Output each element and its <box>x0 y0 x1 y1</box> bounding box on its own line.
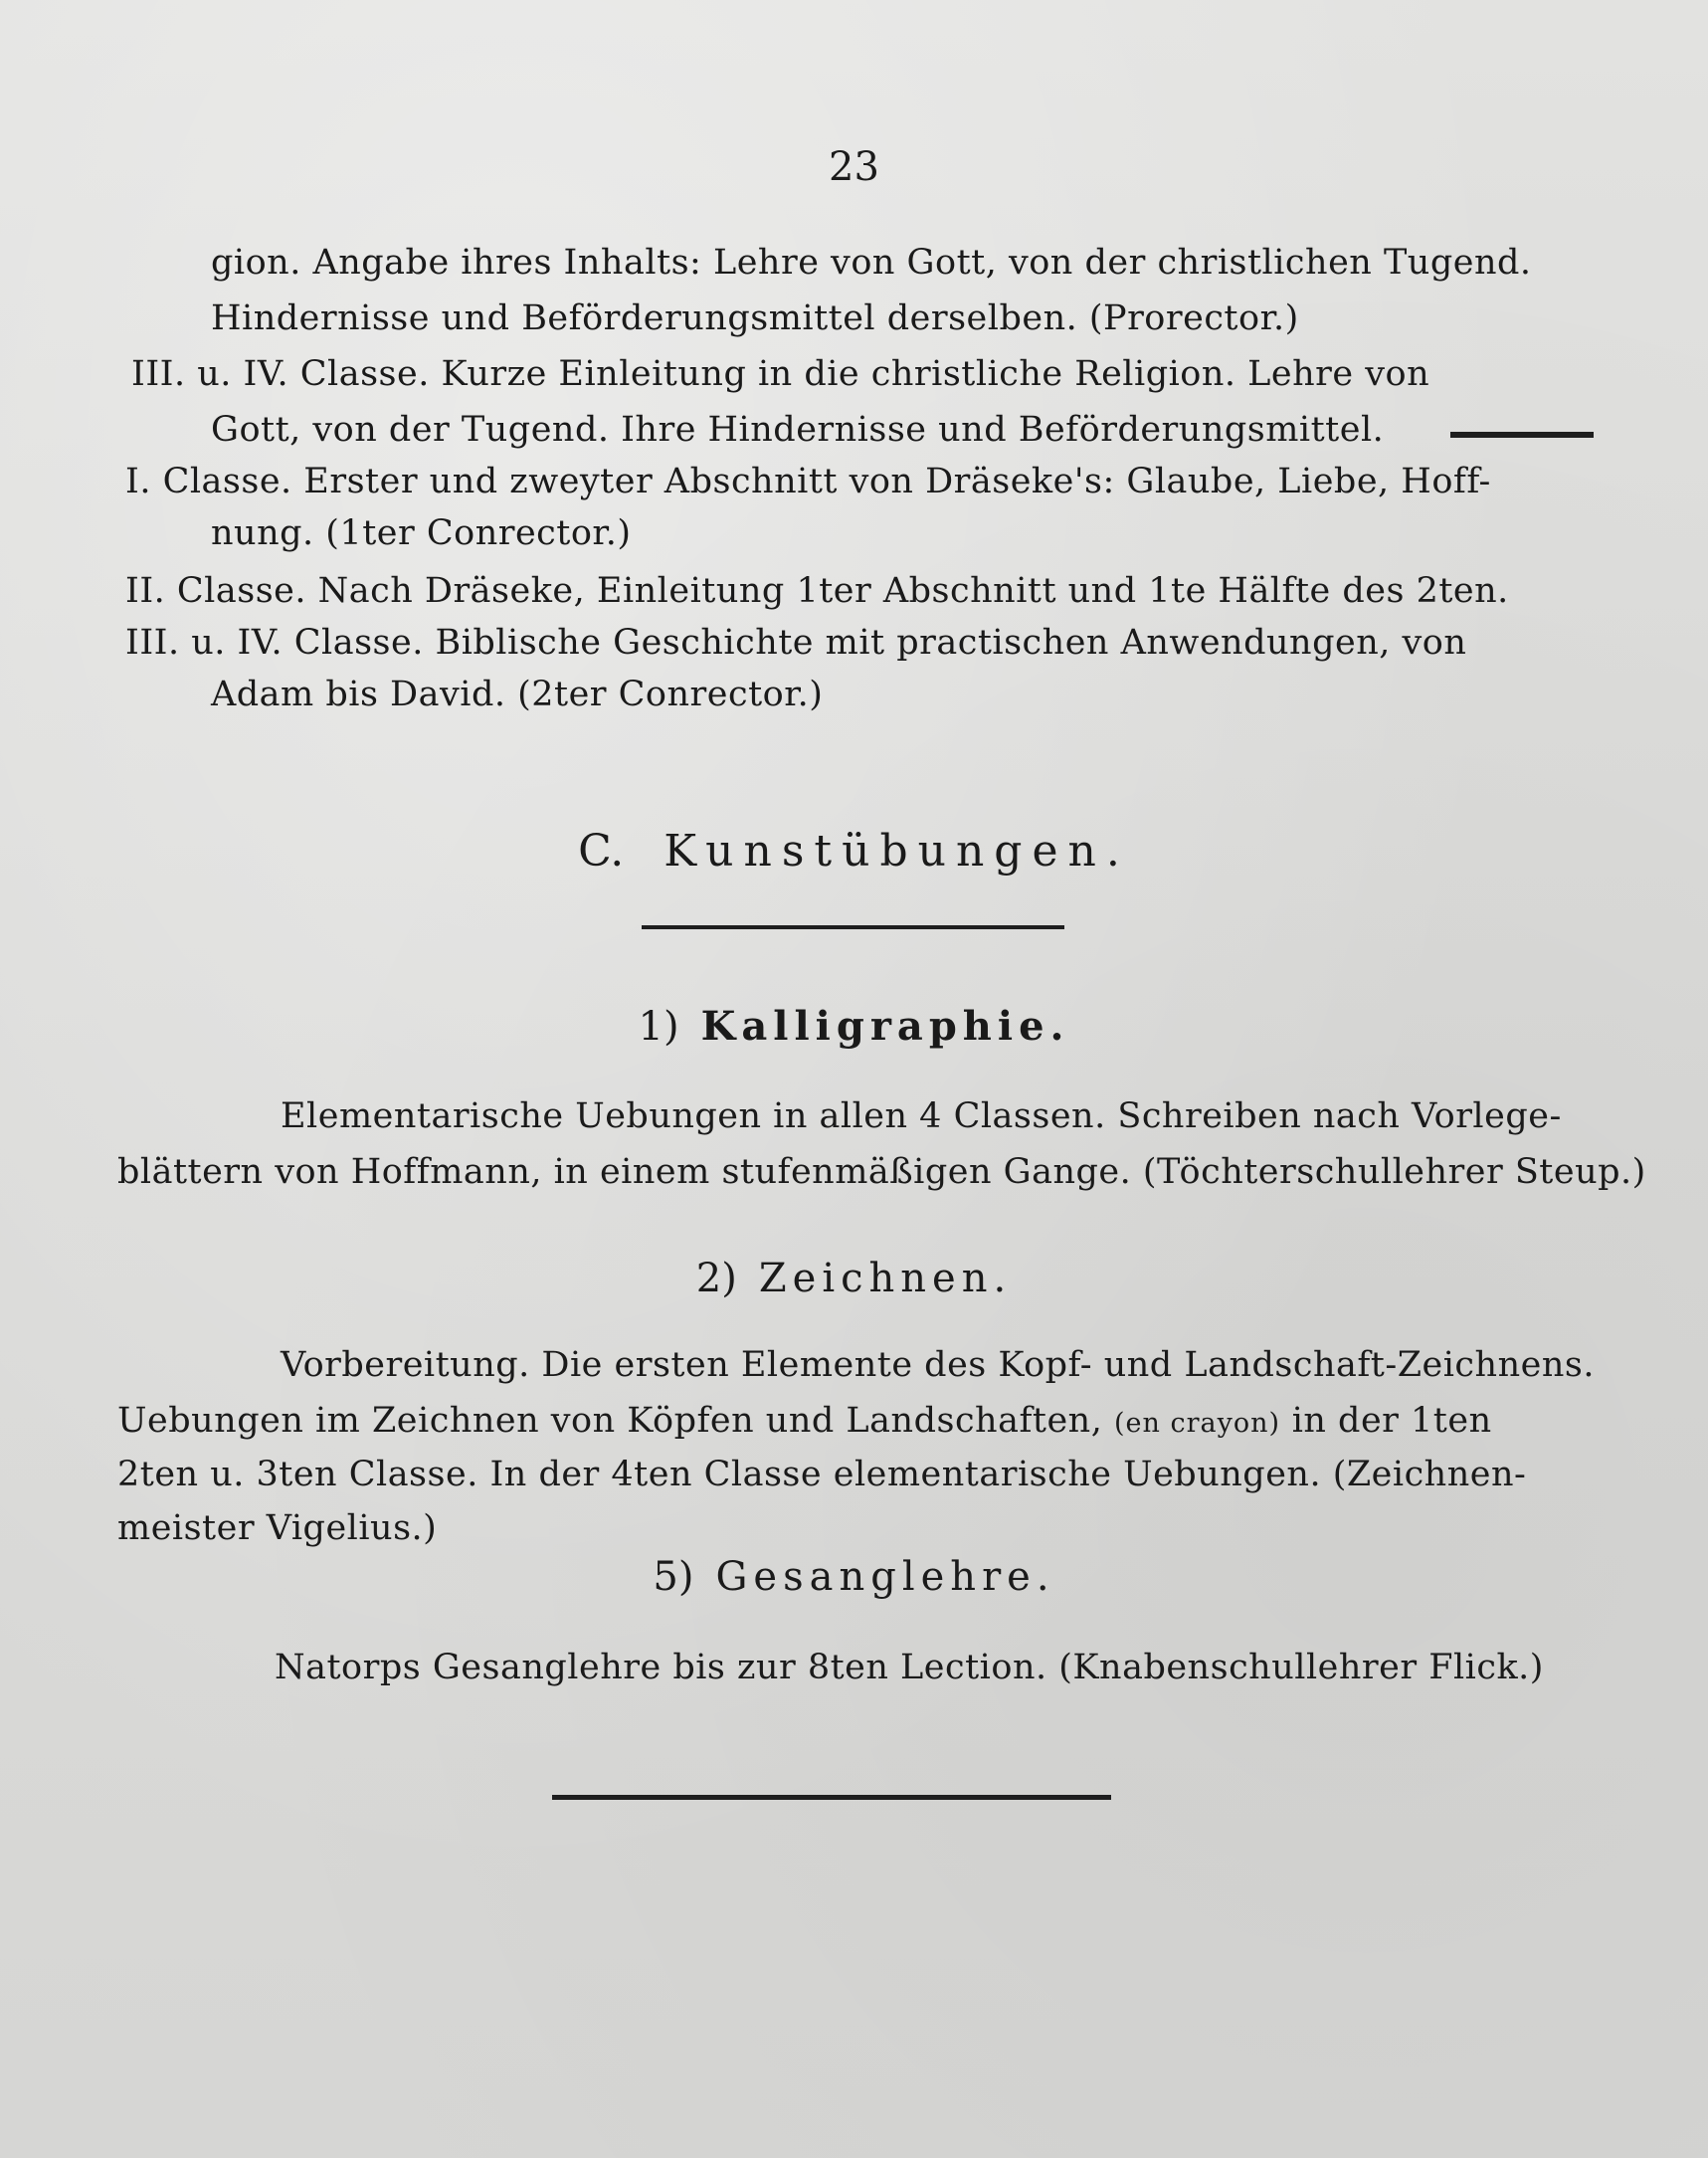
text-line-content: gion. Angabe ihres Inhalts: Lehre von Gott, von der christlichen Tugend. <box>211 243 1532 283</box>
text-line: III. u. IV. Classe. Biblische Geschichte mit practischen Anwendungen, von <box>125 623 1467 663</box>
text-line <box>211 239 1594 287</box>
subsection-title: Kalligraphie. <box>700 1003 1070 1050</box>
text-segment: in der 1ten <box>1291 1401 1492 1441</box>
subsection-number: 5) <box>653 1554 694 1600</box>
subsection-heading <box>0 1003 1708 1050</box>
page-number: 23 <box>829 144 879 190</box>
text-line: nung. (1ter Conrector.) <box>211 513 632 553</box>
text-line: I. Classe. Erster und zweyter Abschnitt von Dräseke's: Glaube, Liebe, Hoff- <box>125 462 1491 501</box>
text-line: Elementarische Uebungen in allen 4 Classen. Schreiben nach Vorlege- <box>281 1096 1562 1136</box>
text-segment: Uebungen im Zeichnen von Köpfen und Landschaften, <box>117 1401 1103 1441</box>
subsection-number: 2) <box>695 1256 737 1301</box>
closing-rule <box>552 1795 1111 1800</box>
text-line: blättern von Hoffmann, in einem stufenmäßigen Gange. (Töchterschullehrer Steup.) <box>117 1152 1646 1192</box>
text-line: Natorps Gesanglehre bis zur 8ten Lection. (Knabenschullehrer Flick.) <box>275 1648 1544 1687</box>
section-divider <box>642 925 1064 929</box>
text-line: meister Vigelius.) <box>117 1508 438 1548</box>
text-line: Adam bis David. (2ter Conrector.) <box>211 675 824 714</box>
text-line: Gott, von der Tugend. Ihre Hindernisse und Beförderungsmittel. <box>211 410 1385 450</box>
subsection-number: 1) <box>638 1004 679 1050</box>
section-letter: C. <box>578 826 625 877</box>
subsection-heading <box>0 1554 1708 1600</box>
text-line: Vorbereitung. Die ersten Elemente des Kopf- und Landschaft-Zeichnens. <box>281 1345 1595 1385</box>
em-dash-rule <box>1450 432 1594 438</box>
subsection-title: Gesanglehre. <box>715 1554 1055 1600</box>
section-heading <box>0 826 1708 877</box>
text-line: III. u. IV. Classe. Kurze Einleitung in die christliche Religion. Lehre von <box>131 354 1430 394</box>
text-line <box>117 1397 1492 1448</box>
section-title: Kunstübungen. <box>664 826 1130 877</box>
subsection-heading <box>0 1256 1708 1301</box>
subsection-title: Zeichnen. <box>758 1256 1013 1301</box>
text-segment-latin: (en crayon) <box>1114 1408 1281 1439</box>
text-line: II. Classe. Nach Dräseke, Einleitung 1ter Abschnitt und 1te Hälfte des 2ten. <box>125 571 1509 611</box>
text-line: 2ten u. 3ten Classe. In der 4ten Classe elementarische Uebungen. (Zeichnen- <box>117 1455 1527 1494</box>
text-line: Hindernisse und Beförderungsmittel derselben. (Prorector.) <box>211 298 1299 338</box>
